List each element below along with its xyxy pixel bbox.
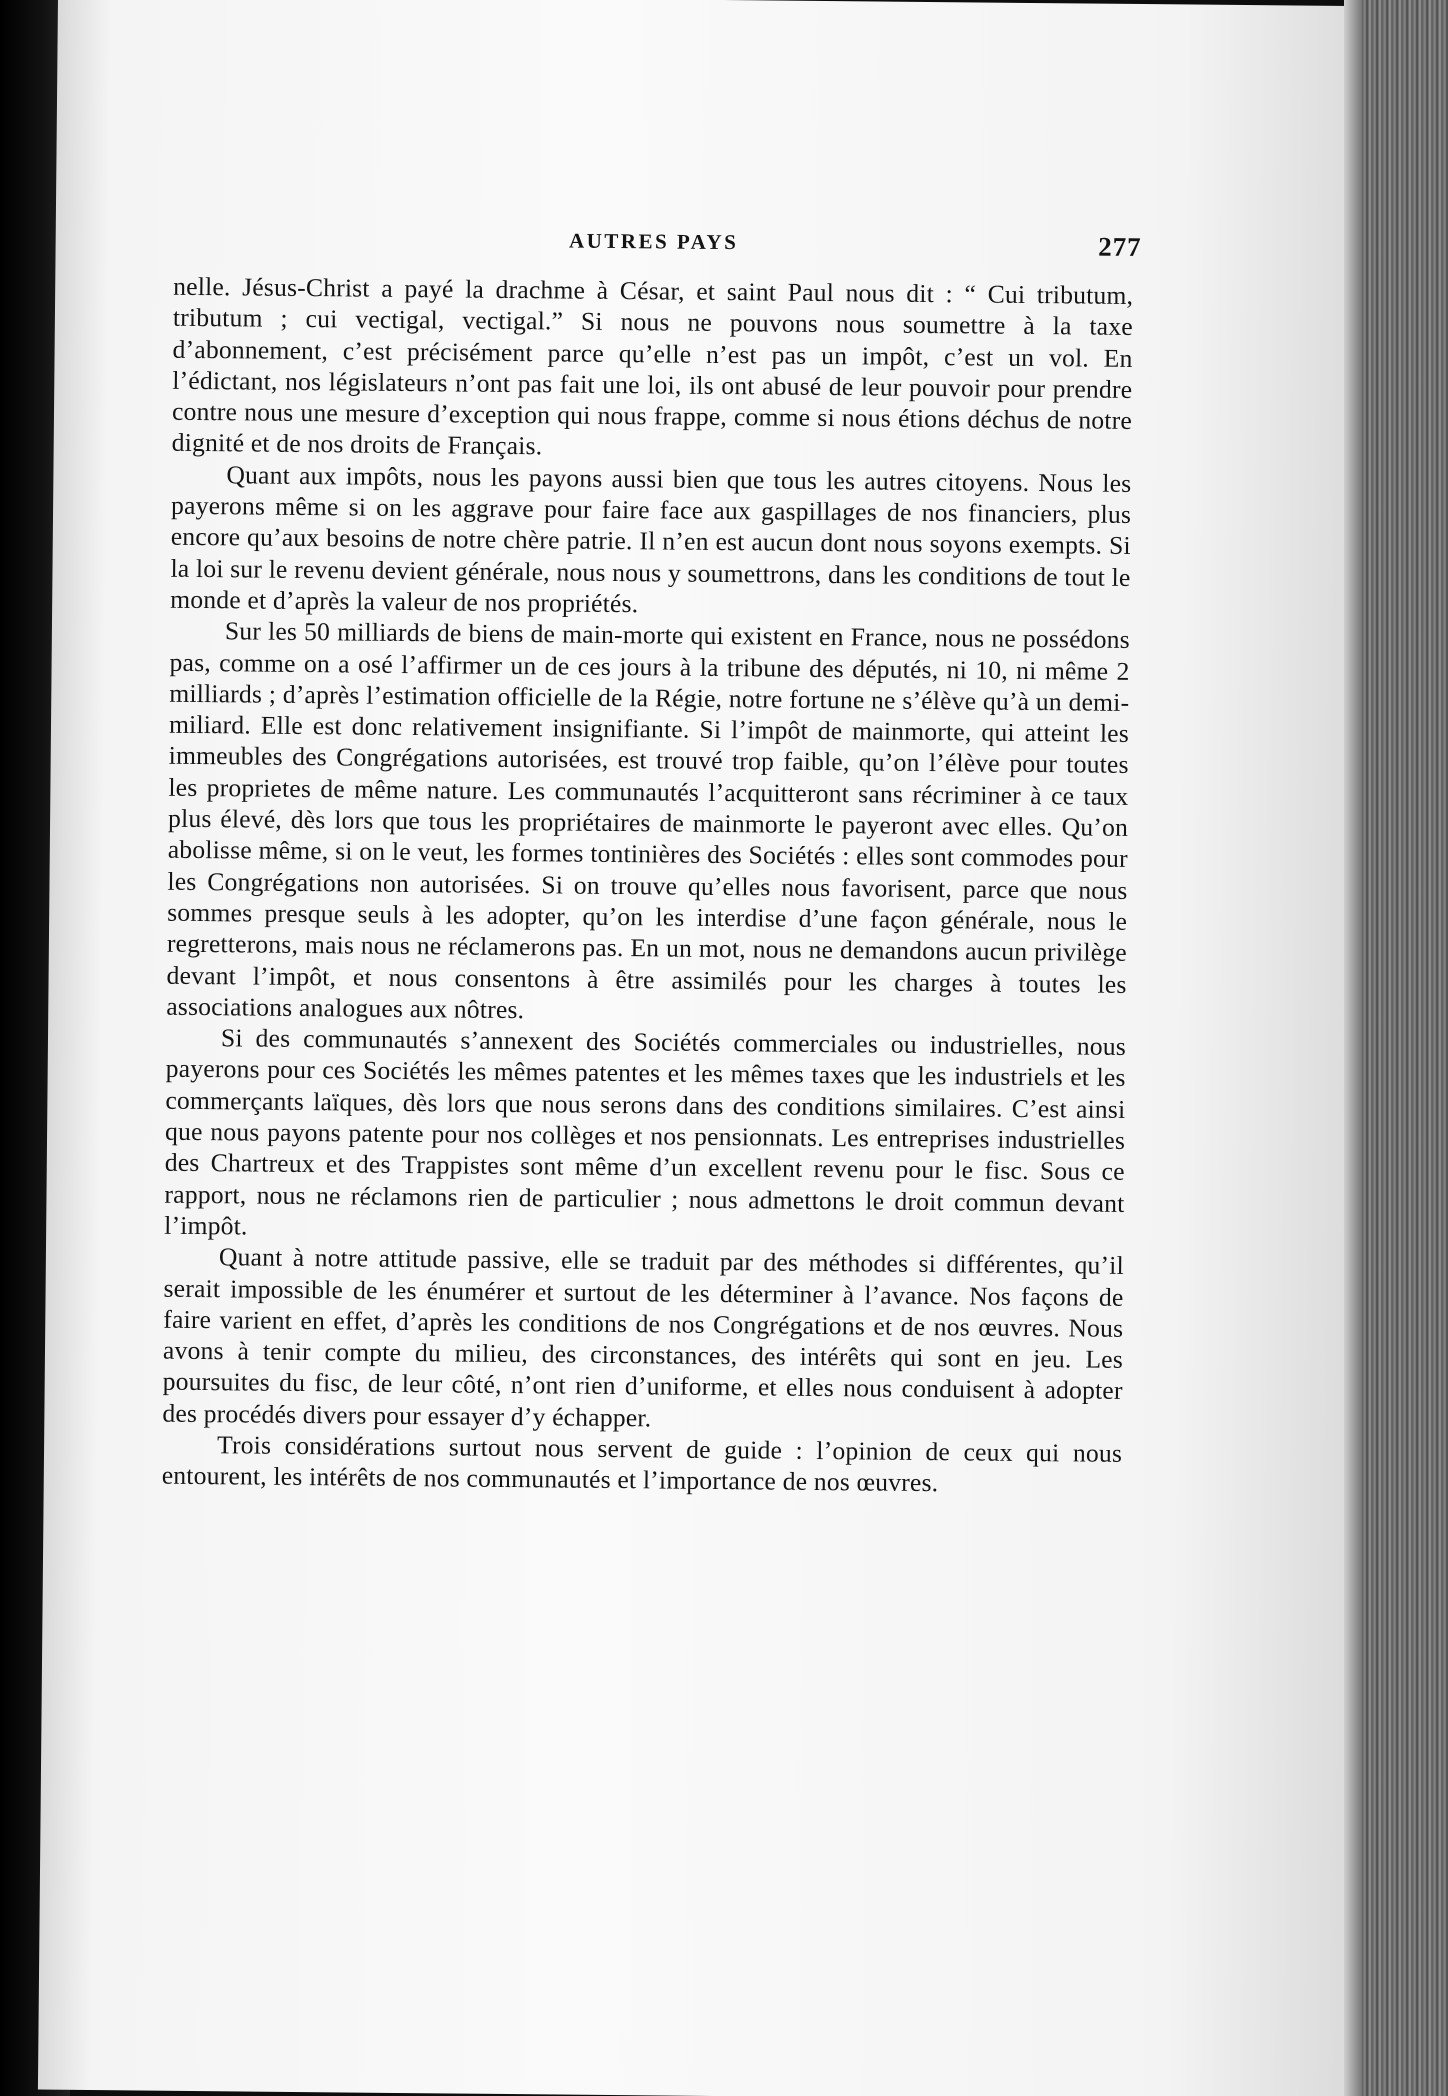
page-paper [38, 0, 1388, 2096]
page-text-block [161, 221, 1142, 1501]
page-number: 277 [1098, 231, 1142, 263]
paragraph-3: Sur les 50 milliards de biens de main-morte qui existent en France, nous ne possédons pas, comme on a osé l’affirmer un de ces jours à la tribune des députés, ni 10, ni même 2 milliards ; d’après l’estimation officielle de la Régie, notre fortune ne s’élève qu’à un demi-miliard. Elle est donc relativement insignifiante. Si l’impôt de mainmorte, qui atteint les immeubles des Congrégations autorisées, est trouvé trop faible, qu’on l’élève pour toutes les proprietes de même nature. Les communautés l’acquitteront sans récriminer à ce taux plus élevé, dès lors que tous les propriétaires de mainmorte le payeront avec elles. Qu’on abolisse même, si on le veut, les formes tontinières des Sociétés : elles sont commodes pour les Congrégations non autorisées. Si on trouve qu’elles nous favorisent, parce que nous sommes presque seuls à les adopter, qu’on les interdise d’une façon générale, nous le regretterons, mais nous ne réclamerons pas. En un mot, nous ne demandons aucun privilège devant l’impôt, et nous consentons à être assimilés pour les charges à toutes les associations analogues aux nôtres. [166, 616, 1131, 1024]
paragraph-4: Si des communautés s’annexent des Sociétés commerciales ou industrielles, nous payerons pour ces Sociétés les mêmes patentes et les mêmes taxes que les industriels et les commerçants laïques, dès lors que nous serons dans des conditions similaires. C’est ainsi que nous payons patente pour nos collèges et nos pensionnats. Les entreprises industrielles des Chartreux et des Trappistes sont même d’un excellent revenu pour le fisc. Sous ce rapport, nous ne réclamons rien de particulier ; nous admettons le droit commun devant l’impôt. [164, 1023, 1127, 1241]
paragraph-6: Trois considérations surtout nous servent de guide : l’opinion de ceux qui nous entourent, les intérêts de nos communautés et l’importance de nos œuvres. [161, 1430, 1123, 1498]
page-edges-stack [1362, 0, 1448, 2096]
paragraph-5: Quant à notre attitude passive, elle se traduit par des méthodes si différentes, qu’il serait impossible de les énumérer et surtout de les déterminer à l’avance. Nos façons de faire varient en effet, d’après les conditions de nos Congrégations et de nos œuvres. Nous avons à tenir compte du milieu, des circonstances, des intérêts qui sont en jeu. Les poursuites du fisc, de leur côté, n’ont rien d’uniforme, et elles nous conduisent à adopter des procédés divers pour essayer d’y échapper. [162, 1242, 1125, 1433]
running-title: AUTRES PAYS [568, 228, 739, 255]
paragraph-1: nelle. Jésus-Christ a payé la drachme à César, et saint Paul nous dit : “ Cui tributum, tributum ; cui vectigal, vectigal.” Si nous ne pouvons nous soumettre à la taxe d’abonnement, c’est précisément parce qu’elle n’est pas un impôt, c’est un vol. En l’édictant, nos législateurs n’ont pas fait une loi, ils ont abusé de leur pouvoir pour prendre contre nous une mesure d’exception qui nous frappe, comme si nous étions déchus de notre dignité et de nos droits de Français. [171, 271, 1134, 461]
paragraph-2: Quant aux impôts, nous les payons aussi bien que tous les autres citoyens. Nous les payerons même si on les aggrave pour faire face aux gaspillages de nos financiers, plus encore qu’aux besoins de notre chère patrie. Il n’en est aucun dont nous soyons exempts. Si la loi sur le revenu devient générale, nous nous y soumettrons, dans les conditions de tout le monde et d’après la valeur de nos propriétés. [170, 460, 1132, 619]
running-head [173, 221, 1142, 274]
